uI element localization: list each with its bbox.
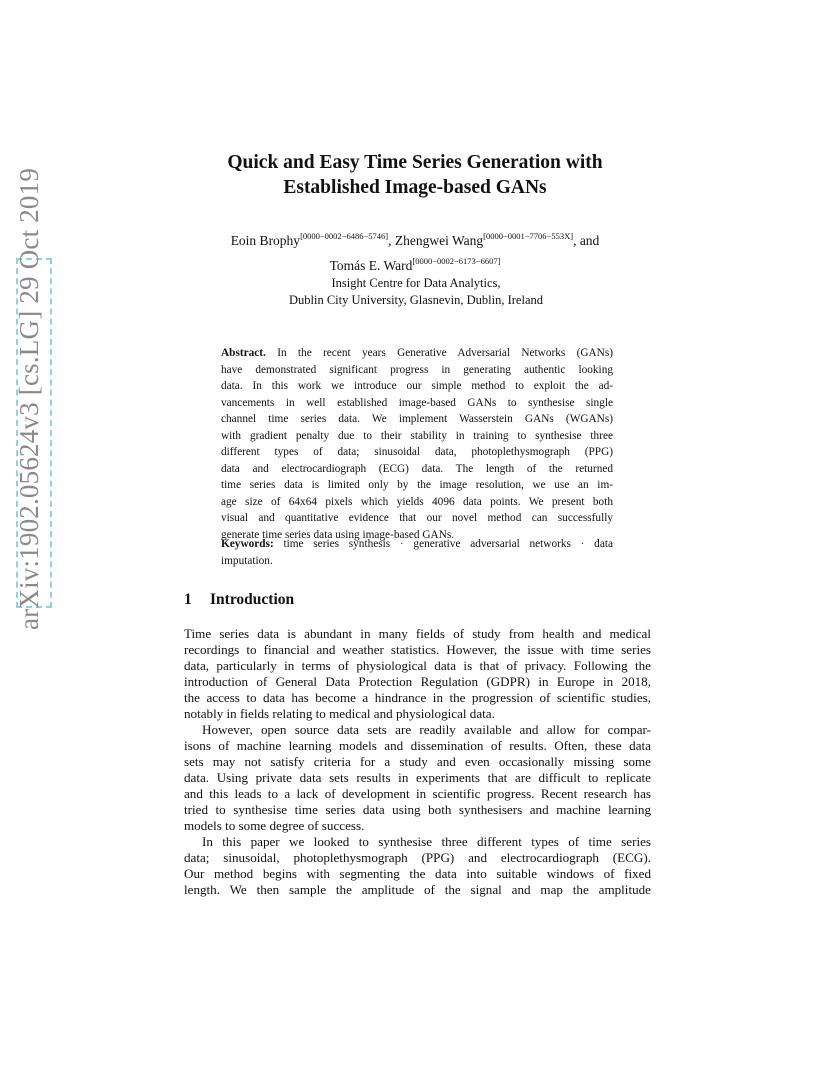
- abstract-line: data and electrocardiograph (ECG) data. The length of the returned: [221, 462, 613, 475]
- abstract-line: have demonstrated significant progress in generating authentic looking: [221, 363, 613, 376]
- keywords-line: imputation.: [221, 554, 273, 567]
- section-number: 1: [184, 591, 192, 608]
- affiliation: [200, 275, 632, 308]
- author-1-name: Eoin Brophy: [230, 233, 301, 248]
- section-title: Introduction: [210, 591, 295, 608]
- abstract: [221, 345, 613, 543]
- keywords: [221, 536, 613, 569]
- abstract-line: vancements in well established image-based GANs to synthesise single: [221, 396, 613, 409]
- section-heading: [184, 591, 294, 609]
- body-line: However, open source data sets are readily available and allow for compar-: [202, 722, 651, 737]
- keywords-text: time series synthesis · generative adversarial networks · data: [273, 538, 613, 550]
- author-separator: , and: [573, 233, 600, 248]
- abstract-line: generate time series data using image-based GANs.: [221, 528, 455, 541]
- body-line: recordings to financial and weather statistics. However, the issue with time series: [184, 642, 651, 657]
- keywords-label: Keywords:: [221, 538, 274, 550]
- affiliation-line-2: Dublin City University, Glasnevin, Dublin, Ireland: [288, 292, 544, 307]
- abstract-line: with gradient penalty due to their stability in training to synthesise three: [221, 429, 613, 442]
- abstract-line: [221, 345, 613, 362]
- author-3-orcid: [0000−0002−6173−6607]: [412, 256, 501, 266]
- paper-title: [150, 150, 680, 200]
- body-text: [184, 626, 651, 898]
- author-list: [150, 226, 680, 276]
- authors-line-2: [150, 251, 680, 276]
- body-line: and this leads to a lack of development in scientific progress. Recent research has: [184, 786, 651, 801]
- author-2-name: , Zhengwei Wang: [388, 233, 484, 248]
- abstract-line: visual and quantitative evidence that our novel method can successfully: [221, 512, 613, 524]
- body-line: Time series data is abundant in many fields of study from health and medical: [184, 626, 651, 641]
- abstract-line: age size of 64x64 pixels which yields 4096 data points. We present both: [221, 495, 613, 508]
- abstract-line: different types of data; sinusoidal data, photoplethysmograph (PPG): [221, 446, 613, 458]
- keywords-line: [221, 536, 613, 553]
- author-2-orcid: [0000−0001−7706−553X]: [483, 231, 574, 241]
- abstract-line: channel time series data. We implement Wasserstein GANs (WGANs): [221, 413, 613, 425]
- body-line: tried to synthesise time series data using both synthesisers and machine learning: [184, 802, 651, 817]
- abstract-text: In the recent years Generative Adversarial Networks (GANs): [265, 347, 613, 359]
- abstract-line: data. In this work we introduce our simple method to exploit the ad-: [221, 380, 613, 392]
- body-line: Our method begins with segmenting the data into suitable windows of fixed: [184, 866, 651, 881]
- body-line: data; sinusoidal, photoplethysmograph (PPG) and electrocardiograph (ECG).: [184, 850, 651, 865]
- body-line: In this paper we looked to synthesise three different types of time series: [202, 834, 651, 849]
- author-1-orcid: [0000−0002−6486−5746]: [300, 231, 389, 241]
- body-line: data, particularly in terms of physiological data is that of privacy. Following the: [184, 658, 651, 673]
- body-line: notably in fields relating to medical and physiological data.: [184, 706, 495, 721]
- authors-line-1: [150, 226, 680, 251]
- title-line-1: Quick and Easy Time Series Generation with: [227, 152, 603, 173]
- title-line-2: Established Image-based GANs: [283, 177, 547, 198]
- body-line: data. Using private data sets results in experiments that are difficult to replicate: [184, 770, 651, 785]
- author-3-name: Tomás E. Ward: [329, 258, 413, 273]
- body-line: sets may not satisfy criteria for a study and even occasionally missing some: [184, 754, 651, 769]
- body-line: models to some degree of success.: [184, 818, 365, 833]
- arxiv-identifier: arXiv:1902.05624v3 [cs.LG] 29 Oct 2019: [14, 167, 44, 630]
- abstract-line: time series data is limited only by the image resolution, we use an im-: [221, 479, 613, 491]
- body-line: introduction of General Data Protection Regulation (GDPR) in Europe in 2018,: [184, 674, 651, 689]
- affiliation-line-1: Insight Centre for Data Analytics,: [331, 276, 501, 290]
- body-line: the access to data has become a hindrance in the progression of scientific studies,: [184, 690, 651, 705]
- abstract-label: Abstract.: [221, 347, 266, 359]
- body-line: isons of machine learning models and dissemination of results. Often, these data: [184, 738, 651, 753]
- body-line: length. We then sample the amplitude of the signal and map the amplitude: [184, 882, 651, 897]
